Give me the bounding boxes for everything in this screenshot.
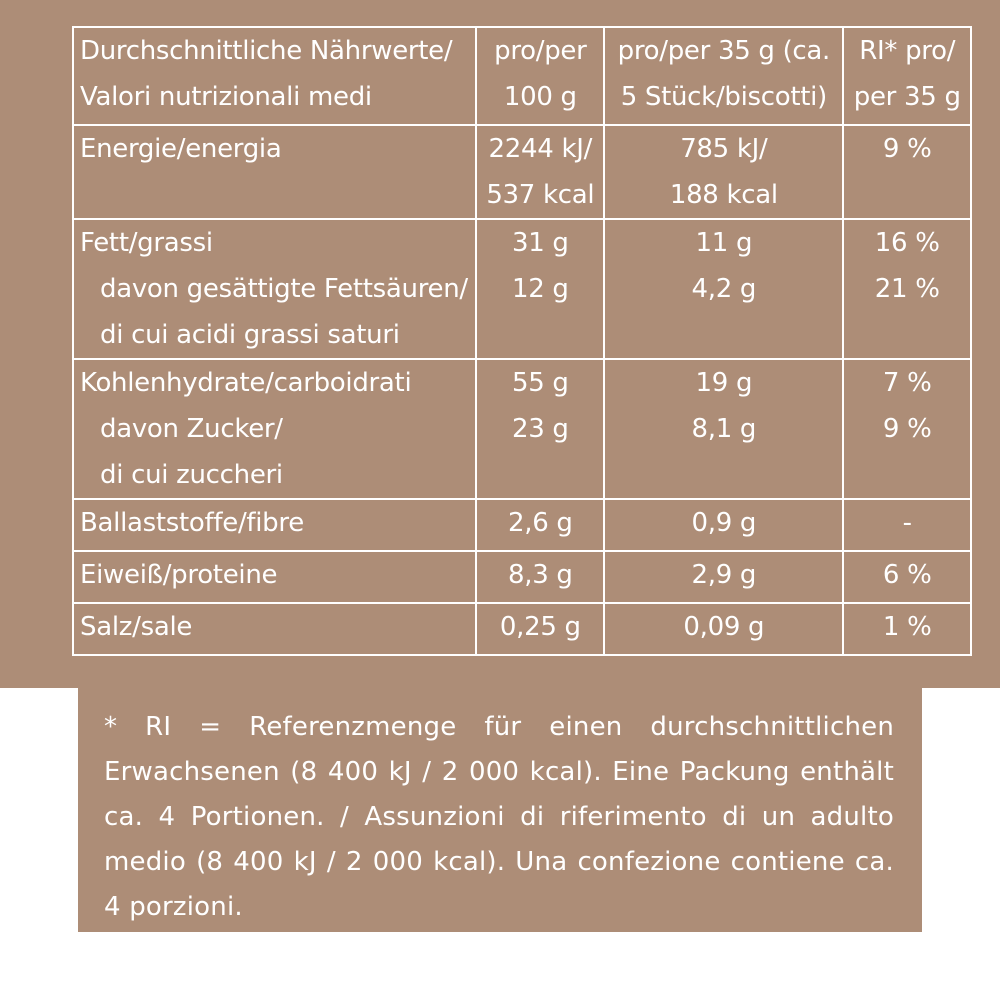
carbs-per-100g-cell bbox=[476, 359, 604, 499]
table-row-protein bbox=[73, 551, 971, 603]
energy-per-portion bbox=[604, 125, 843, 219]
reference-intake-footnote: * RI = Referenzmenge für einen durchschnittlichen Erwachsenen (8 400 kJ / 2 000 kcal). Eine Packung enthält ca. 4 Portionen. / Assunzioni di riferimento di un adulto medio (8 400 kJ / 2 000 kcal). Una confezione contiene ca. 4 porzioni. bbox=[104, 712, 894, 922]
fibre-label: Ballaststoffe/fibre bbox=[73, 499, 476, 551]
header-per-portion-line-1: pro/per 35 g (ca. bbox=[617, 36, 831, 66]
saturated-fat-label-line-2: di cui acidi grassi saturi bbox=[100, 320, 400, 350]
header-per-100g-line-2: 100 g bbox=[503, 82, 577, 112]
carbs-ri: 7 % bbox=[882, 368, 932, 398]
protein-label: Eiweiß/proteine bbox=[73, 551, 476, 603]
sugar-label-line-1: davon Zucker/ bbox=[100, 414, 283, 444]
fibre-per-100g: 2,6 g bbox=[476, 499, 604, 551]
fat-ri-cell bbox=[843, 219, 971, 359]
saturated-fat-per-portion: 4,2 g bbox=[691, 274, 757, 304]
table-row-carbohydrates bbox=[73, 359, 971, 499]
carbs-per-portion: 19 g bbox=[695, 368, 753, 398]
header-ri-line-2: per 35 g bbox=[853, 82, 961, 112]
carbs-per-100g: 55 g bbox=[511, 368, 569, 398]
energy-per-100g-kj: 2244 kJ/ bbox=[488, 134, 593, 164]
fat-label-cell bbox=[73, 219, 476, 359]
salt-label: Salz/sale bbox=[73, 603, 476, 655]
carbs-per-portion-cell bbox=[604, 359, 843, 499]
header-per-portion bbox=[604, 27, 843, 125]
carbs-ri-cell bbox=[843, 359, 971, 499]
sugar-per-portion: 8,1 g bbox=[691, 414, 757, 444]
fat-per-portion-cell bbox=[604, 219, 843, 359]
header-nutrient-line-1: Durchschnittliche Nährwerte/ bbox=[80, 36, 453, 66]
fat-per-100g-cell bbox=[476, 219, 604, 359]
header-per-100g bbox=[476, 27, 604, 125]
table-row-fibre bbox=[73, 499, 971, 551]
fat-per-portion: 11 g bbox=[695, 228, 753, 258]
table-row-energy bbox=[73, 125, 971, 219]
energy-per-portion-kcal: 188 kcal bbox=[669, 180, 778, 210]
protein-per-portion: 2,9 g bbox=[604, 551, 843, 603]
header-ri bbox=[843, 27, 971, 125]
energy-label: Energie/energia bbox=[73, 125, 476, 219]
sugar-ri: 9 % bbox=[882, 414, 932, 444]
saturated-fat-per-100g: 12 g bbox=[511, 274, 569, 304]
table-header-row bbox=[73, 27, 971, 125]
salt-per-portion: 0,09 g bbox=[604, 603, 843, 655]
protein-ri: 6 % bbox=[843, 551, 971, 603]
energy-per-portion-kj: 785 kJ/ bbox=[680, 134, 768, 164]
fat-per-100g: 31 g bbox=[511, 228, 569, 258]
fat-label: Fett/grassi bbox=[80, 228, 213, 258]
salt-ri: 1 % bbox=[843, 603, 971, 655]
header-per-100g-line-1: pro/per bbox=[494, 36, 587, 66]
energy-ri: 9 % bbox=[843, 125, 971, 219]
carbs-label-cell bbox=[73, 359, 476, 499]
header-nutrient-line-2: Valori nutrizionali medi bbox=[80, 82, 372, 112]
header-per-portion-line-2: 5 Stück/biscotti) bbox=[620, 82, 827, 112]
saturated-fat-ri: 21 % bbox=[874, 274, 940, 304]
carbs-label: Kohlenhydrate/carboidrati bbox=[80, 368, 412, 398]
fibre-per-portion: 0,9 g bbox=[604, 499, 843, 551]
header-nutrient bbox=[73, 27, 476, 125]
energy-per-100g bbox=[476, 125, 604, 219]
sugar-per-100g: 23 g bbox=[511, 414, 569, 444]
nutrition-table bbox=[72, 26, 972, 656]
table-row-fat bbox=[73, 219, 971, 359]
salt-per-100g: 0,25 g bbox=[476, 603, 604, 655]
header-ri-line-1: RI* pro/ bbox=[859, 36, 956, 66]
sugar-label-line-2: di cui zuccheri bbox=[100, 460, 283, 490]
saturated-fat-label-line-1: davon gesättigte Fettsäuren/ bbox=[100, 274, 468, 304]
fibre-ri: - bbox=[843, 499, 971, 551]
energy-per-100g-kcal: 537 kcal bbox=[486, 180, 595, 210]
table-row-salt bbox=[73, 603, 971, 655]
fat-ri: 16 % bbox=[874, 228, 940, 258]
protein-per-100g: 8,3 g bbox=[476, 551, 604, 603]
